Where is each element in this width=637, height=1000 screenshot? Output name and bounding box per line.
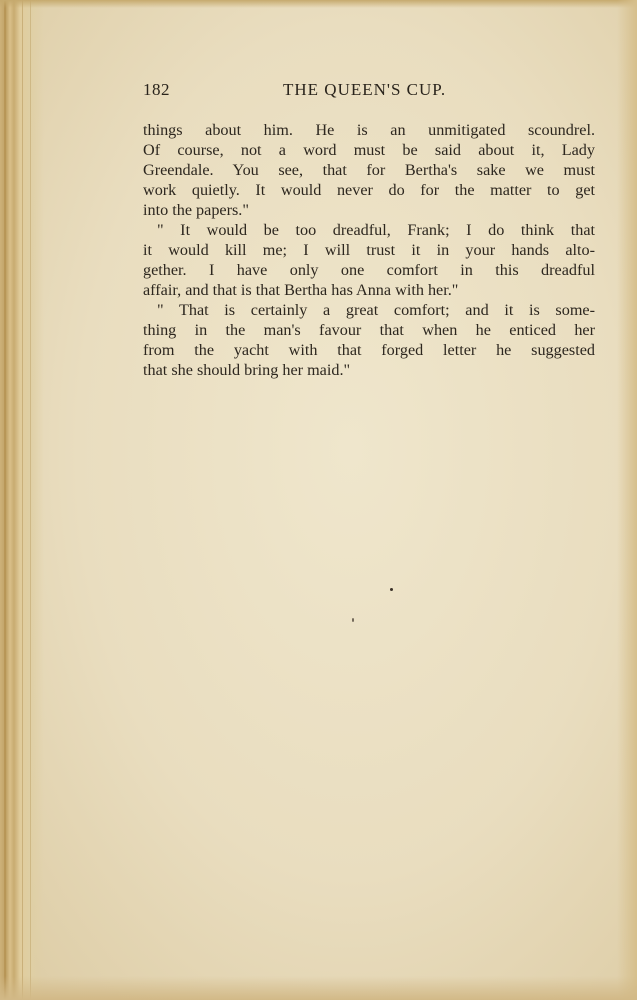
page-right-edge <box>617 0 637 1000</box>
binding-line <box>22 0 23 1000</box>
page-bottom-edge <box>0 976 637 1000</box>
text-line: " That is certainly a great comfort; and it is some- <box>157 301 595 319</box>
text-line: Greendale. You see, that for Bertha's sake we must <box>143 161 595 179</box>
paper-speck <box>352 618 354 622</box>
body-text <box>143 120 595 380</box>
paper-speck <box>390 588 393 591</box>
text-line: thing in the man's favour that when he enticed her <box>143 321 595 339</box>
binding-line <box>4 0 6 1000</box>
binding-line <box>30 0 31 1000</box>
running-head <box>143 80 595 104</box>
text-line: affair, and that is that Bertha has Anna with her." <box>143 281 459 299</box>
text-line: it would kill me; I will trust it in your hands alto- <box>143 241 595 259</box>
text-line: work quietly. It would never do for the matter to get <box>143 181 595 199</box>
text-line: from the yacht with that forged letter he suggested <box>143 341 595 359</box>
text-line: into the papers." <box>143 201 249 219</box>
running-title: THE QUEEN'S CUP. <box>283 80 447 99</box>
page-top-edge <box>0 0 637 8</box>
text-line: gether. I have only one comfort in this dreadful <box>143 261 595 279</box>
text-line: that she should bring her maid." <box>143 361 351 379</box>
page-number: 182 <box>143 80 170 99</box>
text-line: things about him. He is an unmitigated scoundrel. <box>143 121 595 139</box>
text-line: Of course, not a word must be said about it, Lady <box>143 141 595 159</box>
page-binding-gutter <box>0 0 44 1000</box>
text-line: " It would be too dreadful, Frank; I do think that <box>157 221 595 239</box>
